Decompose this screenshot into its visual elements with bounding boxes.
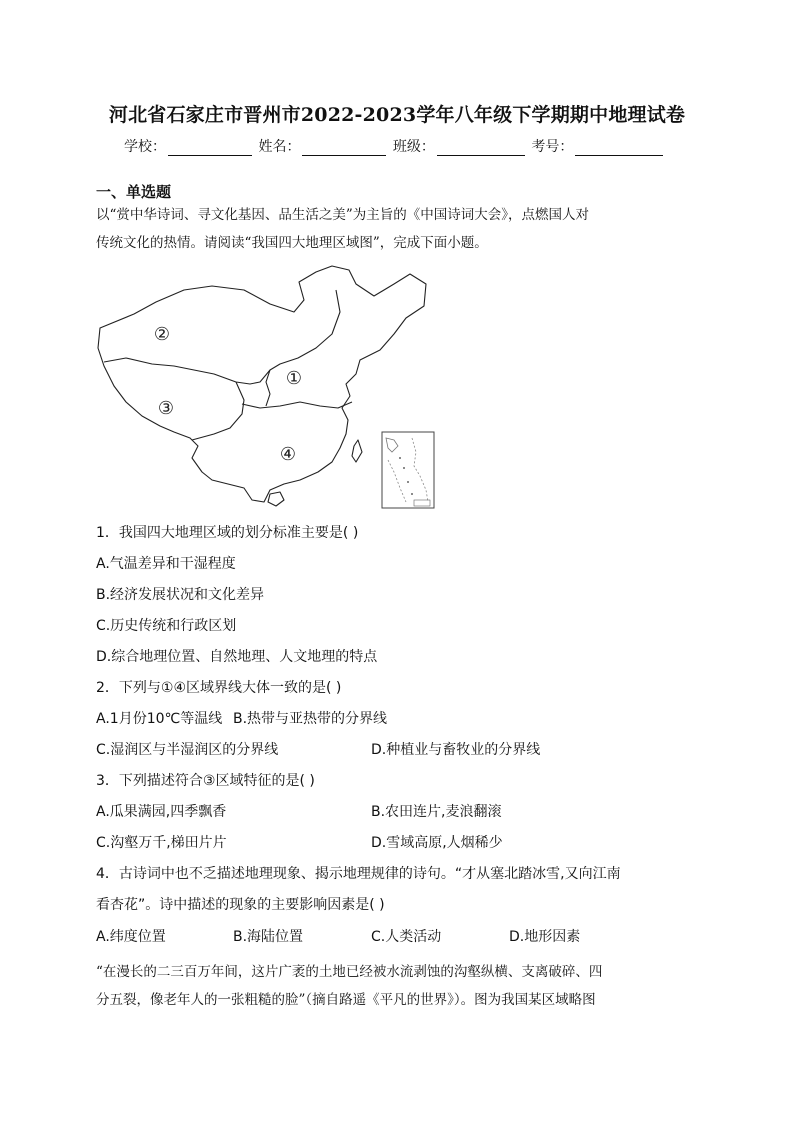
intro2-line-1: “在漫长的二三百万年间，这片广袤的土地已经被水流剥蚀的沟壑纵横、支离破碎、四 xyxy=(96,964,603,980)
question-4-option-d[interactable]: D.地形因素 xyxy=(509,929,581,945)
region-label-4 xyxy=(279,444,297,465)
question-1-option-c[interactable]: C.历史传统和行政区划 xyxy=(96,618,237,634)
question-3-stem: 3．下列描述符合③区域特征的是( ) xyxy=(96,773,315,789)
name-label: 姓名： xyxy=(258,139,301,155)
intro-paragraph xyxy=(96,201,706,257)
question-1-stem: 1．我国四大地理区域的划分标准主要是( ) xyxy=(96,525,359,541)
question-4-option-b[interactable]: B.海陆位置 xyxy=(233,929,304,945)
intro-line-1: 以“赏中华诗词、寻文化基因、品生活之美”为主旨的《中国诗词大会》，点燃国人对 xyxy=(96,207,590,223)
question-2-option-d[interactable]: D.种植业与畜牧业的分界线 xyxy=(371,742,541,758)
question-3-option-d[interactable]: D.雪域高原,人烟稀少 xyxy=(371,835,503,851)
svg-text:①: ① xyxy=(285,368,303,389)
question-3-option-a[interactable]: A.瓜果满园,四季飘香 xyxy=(96,804,227,820)
question-2-option-c[interactable]: C.湿润区与半湿润区的分界线 xyxy=(96,742,279,758)
intro-line-2: 传统文化的热情。请阅读“我国四大地理区域图”，完成下面小题。 xyxy=(96,235,488,251)
china-outline xyxy=(98,266,426,502)
question-1-option-b[interactable]: B.经济发展状况和文化差异 xyxy=(96,587,265,603)
china-regions-map xyxy=(94,262,444,512)
svg-text:④: ④ xyxy=(279,444,297,465)
intro2-line-2: 分五裂，像老年人的一张粗糙的脸”（摘自路遥《平凡的世界》）。图为我国某区域略图 xyxy=(96,992,596,1008)
boundary-line-1 xyxy=(242,402,352,408)
school-blank[interactable] xyxy=(168,141,252,156)
question-4-option-a[interactable]: A.纬度位置 xyxy=(96,929,166,945)
class-blank[interactable] xyxy=(437,141,525,156)
question-3-option-c[interactable]: C.沟壑万千,梯田片片 xyxy=(96,835,227,851)
exam-number-label: 考号： xyxy=(531,139,574,155)
region-label-3 xyxy=(157,398,175,419)
hainan-outline xyxy=(268,492,284,506)
exam-number-blank[interactable] xyxy=(575,141,663,156)
boundary-line-3 xyxy=(192,382,244,440)
class-label: 班级： xyxy=(392,139,435,155)
boundary-line-2 xyxy=(104,290,340,384)
section-title: 一、单选题 xyxy=(96,183,172,201)
question-4-option-c[interactable]: C.人类活动 xyxy=(371,929,442,945)
svg-text:②: ② xyxy=(153,324,171,345)
student-info-row xyxy=(124,136,665,156)
taiwan-outline xyxy=(352,440,362,462)
south-china-sea-inset xyxy=(382,432,434,508)
svg-text:③: ③ xyxy=(157,398,175,419)
region-label-2 xyxy=(153,324,171,345)
question-4-stem-line-2: 看杏花”。诗中描述的现象的主要影响因素是( ) xyxy=(96,897,385,913)
question-3-option-b[interactable]: B.农田连片,麦浪翻滚 xyxy=(371,804,502,820)
question-2-option-b[interactable]: B.热带与亚热带的分界线 xyxy=(233,711,388,727)
exam-title: 河北省石家庄市晋州市2022-2023学年八年级下学期期中地理试卷 xyxy=(108,104,686,126)
question-1-option-d[interactable]: D.综合地理位置、自然地理、人文地理的特点 xyxy=(96,649,378,665)
boundary-line-1b xyxy=(266,370,270,406)
question-2-option-a[interactable]: A.1月份10℃等温线 xyxy=(96,711,223,727)
question-1-option-a[interactable]: A.气温差异和干湿程度 xyxy=(96,556,236,572)
school-label: 学校： xyxy=(124,139,166,155)
intro-paragraph-2 xyxy=(96,958,706,1014)
question-2-stem: 2．下列与①④区域界线大体一致的是( ) xyxy=(96,680,342,696)
question-4-stem-line-1: 4．古诗词中也不乏描述地理现象、揭示地理规律的诗句。“才从塞北踏冰雪,又向江南 xyxy=(96,866,621,882)
region-label-1 xyxy=(285,368,303,389)
name-blank[interactable] xyxy=(302,141,386,156)
